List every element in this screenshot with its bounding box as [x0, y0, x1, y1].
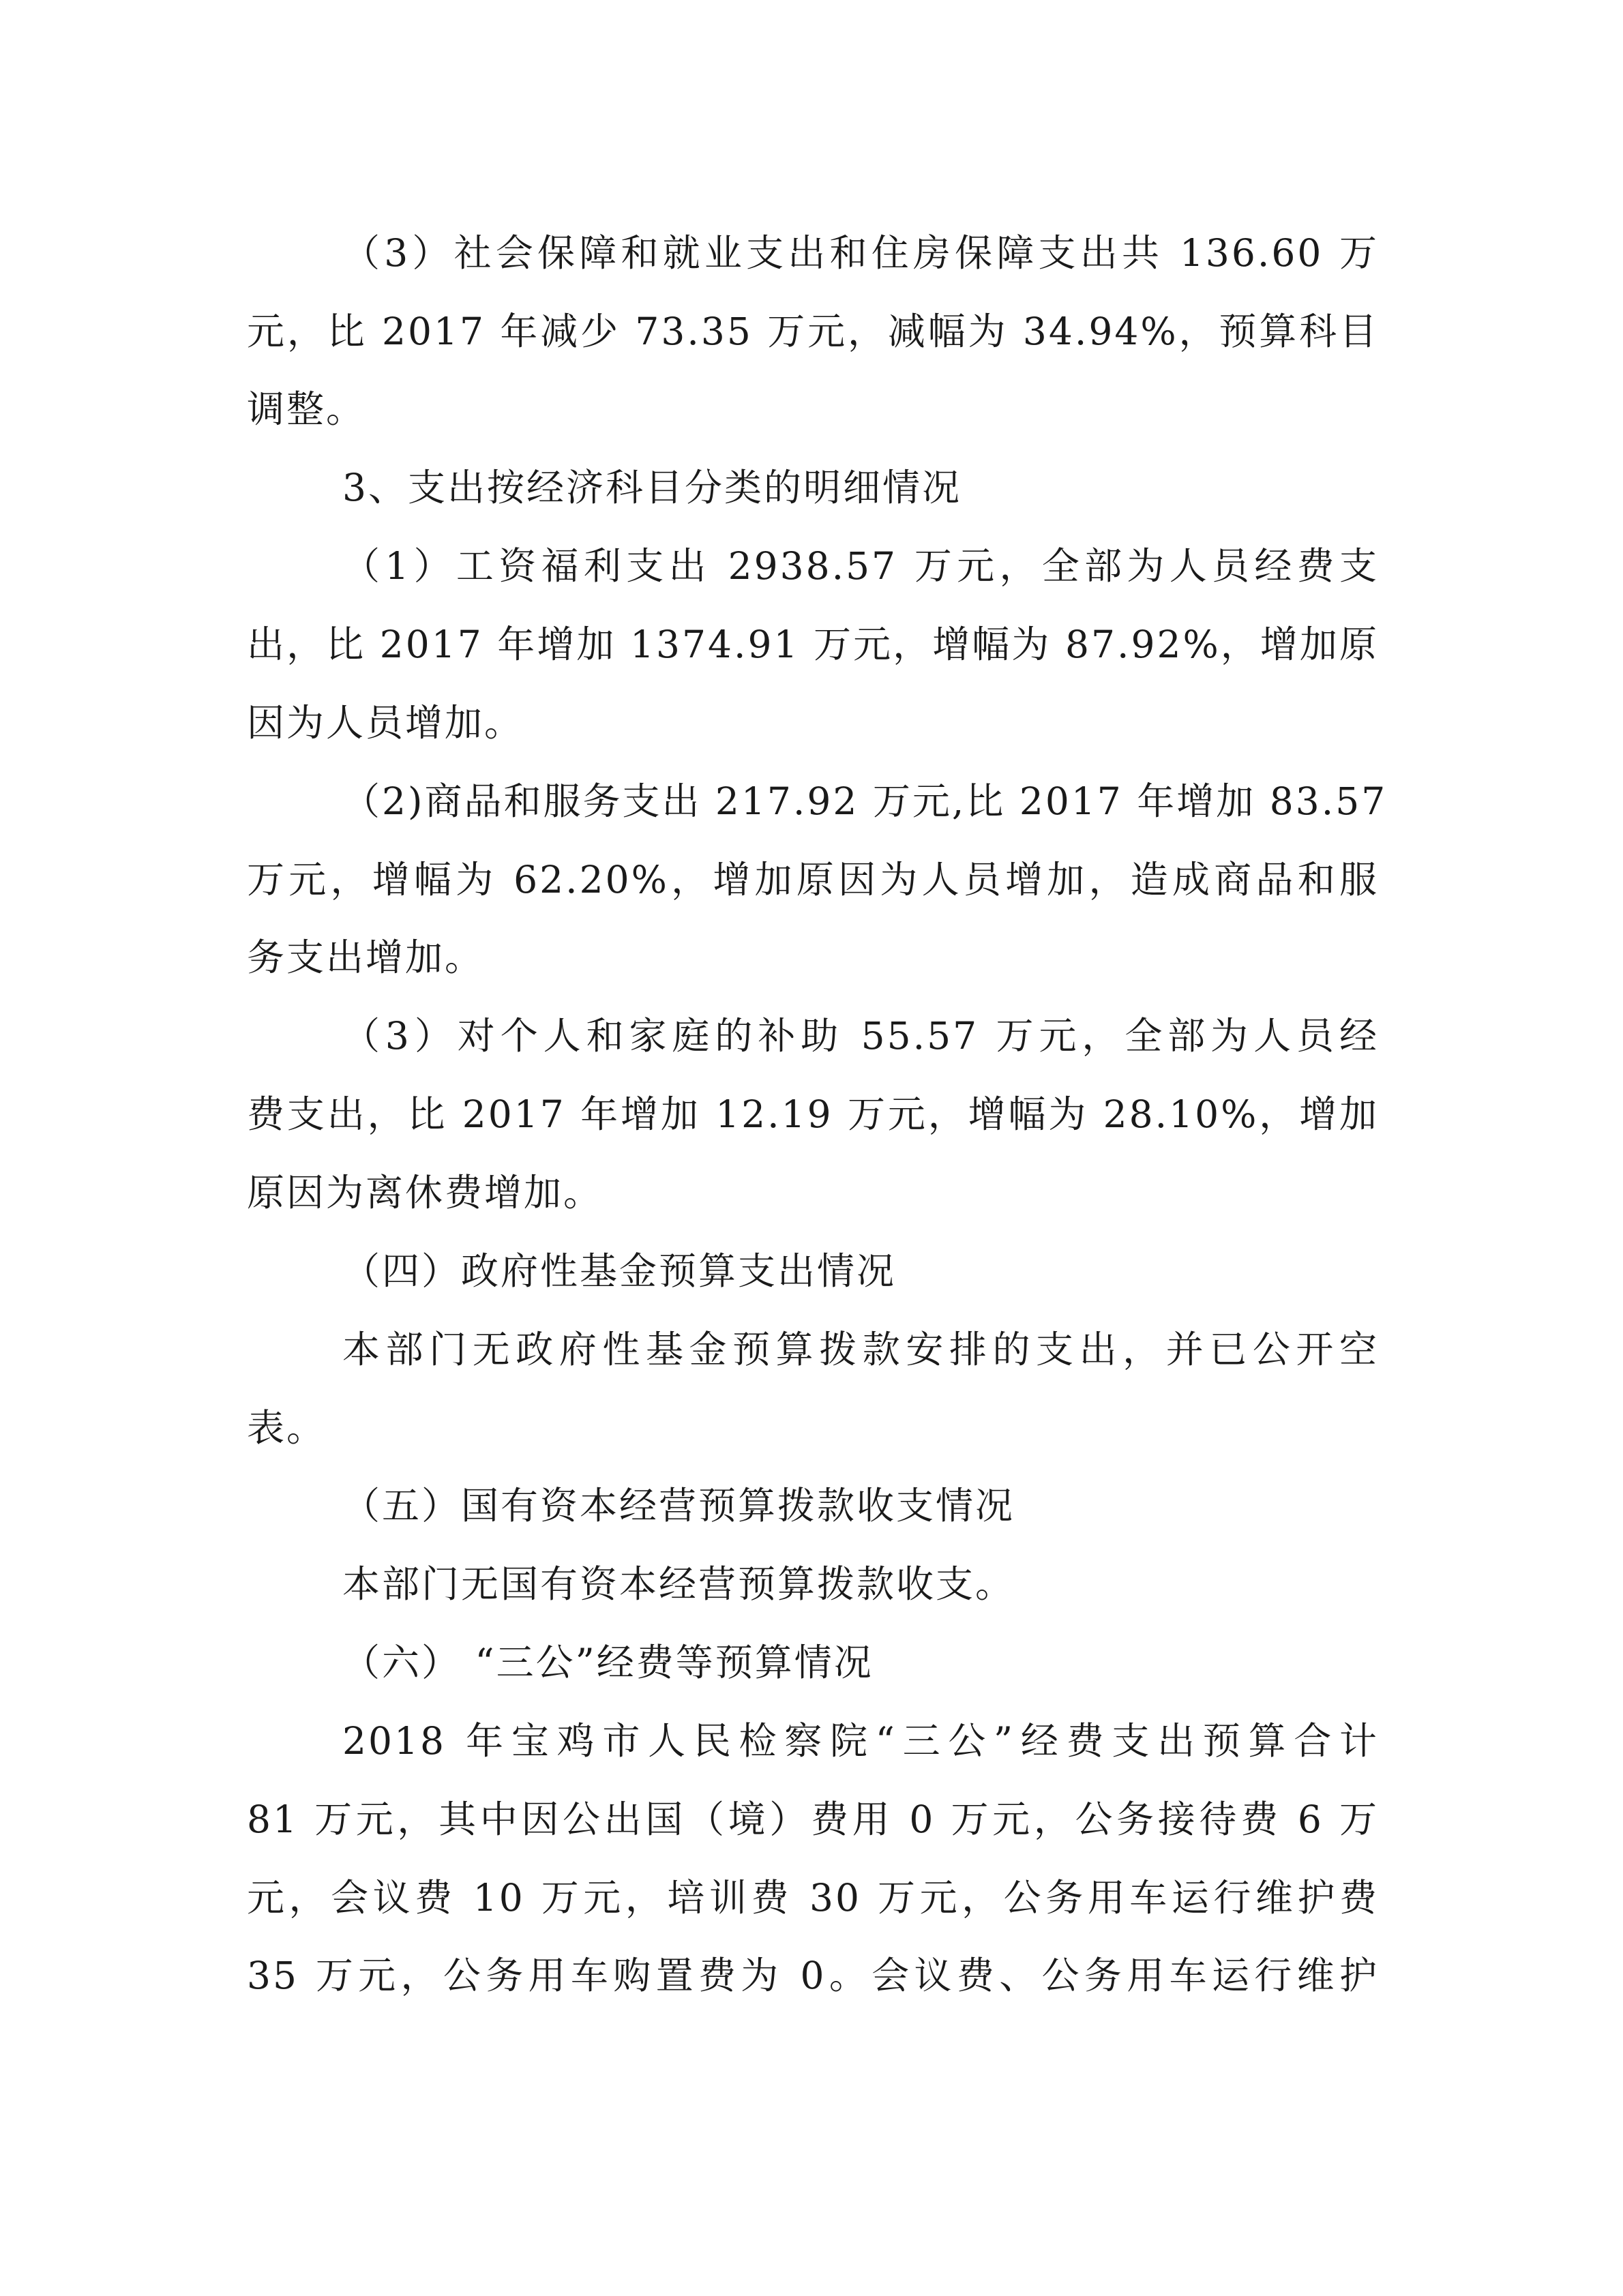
- text-line: 务支出增加。: [247, 936, 485, 979]
- text-line: 元，比 2017 年减少 73.35 万元，减幅为 34.94%，预算科目: [247, 310, 1379, 353]
- text-line: 因为人员增加。: [247, 701, 524, 745]
- section-heading: 3、支出按经济科目分类的明细情况: [342, 466, 962, 509]
- text-line: 本部门无政府性基金预算拨款安排的支出，并已公开空: [342, 1328, 1379, 1371]
- text-line: 出，比 2017 年增加 1374.91 万元，增幅为 87.92%，增加原: [247, 623, 1379, 666]
- text-line: 万元，增幅为 62.20%，增加原因为人员增加，造成商品和服: [247, 858, 1379, 901]
- text-line: 表。: [247, 1406, 327, 1450]
- text-line: 原因为离休费增加。: [247, 1171, 604, 1214]
- section-heading: （六） “三公”经费等预算情况: [342, 1641, 874, 1684]
- section-heading: （四）政府性基金预算支出情况: [342, 1249, 897, 1293]
- section-heading: （五）国有资本经营预算拨款收支情况: [342, 1484, 1015, 1527]
- text-line: 本部门无国有资本经营预算拨款收支。: [342, 1562, 1015, 1606]
- text-line: 35 万元，公务用车购置费为 0。会议费、公务用车运行维护: [247, 1954, 1379, 1997]
- text-line: 费支出，比 2017 年增加 12.19 万元，增幅为 28.10%，增加: [247, 1092, 1379, 1136]
- text-line: 调整。: [247, 387, 366, 431]
- text-line: 2018 年宝鸡市人民检察院“三公”经费支出预算合计: [342, 1719, 1379, 1763]
- text-line: （1）工资福利支出 2938.57 万元，全部为人员经费支: [342, 544, 1379, 588]
- text-line: （2)商品和服务支出 217.92 万元,比 2017 年增加 83.57: [342, 779, 1388, 823]
- text-line: 81 万元，其中因公出国（境）费用 0 万元，公务接待费 6 万: [247, 1798, 1379, 1841]
- text-line: （3）社会保障和就业支出和住房保障支出共 136.60 万: [342, 231, 1379, 275]
- text-line: （3）对个人和家庭的补助 55.57 万元，全部为人员经: [342, 1014, 1379, 1058]
- text-line: 元，会议费 10 万元，培训费 30 万元，公务用车运行维护费: [247, 1876, 1379, 1920]
